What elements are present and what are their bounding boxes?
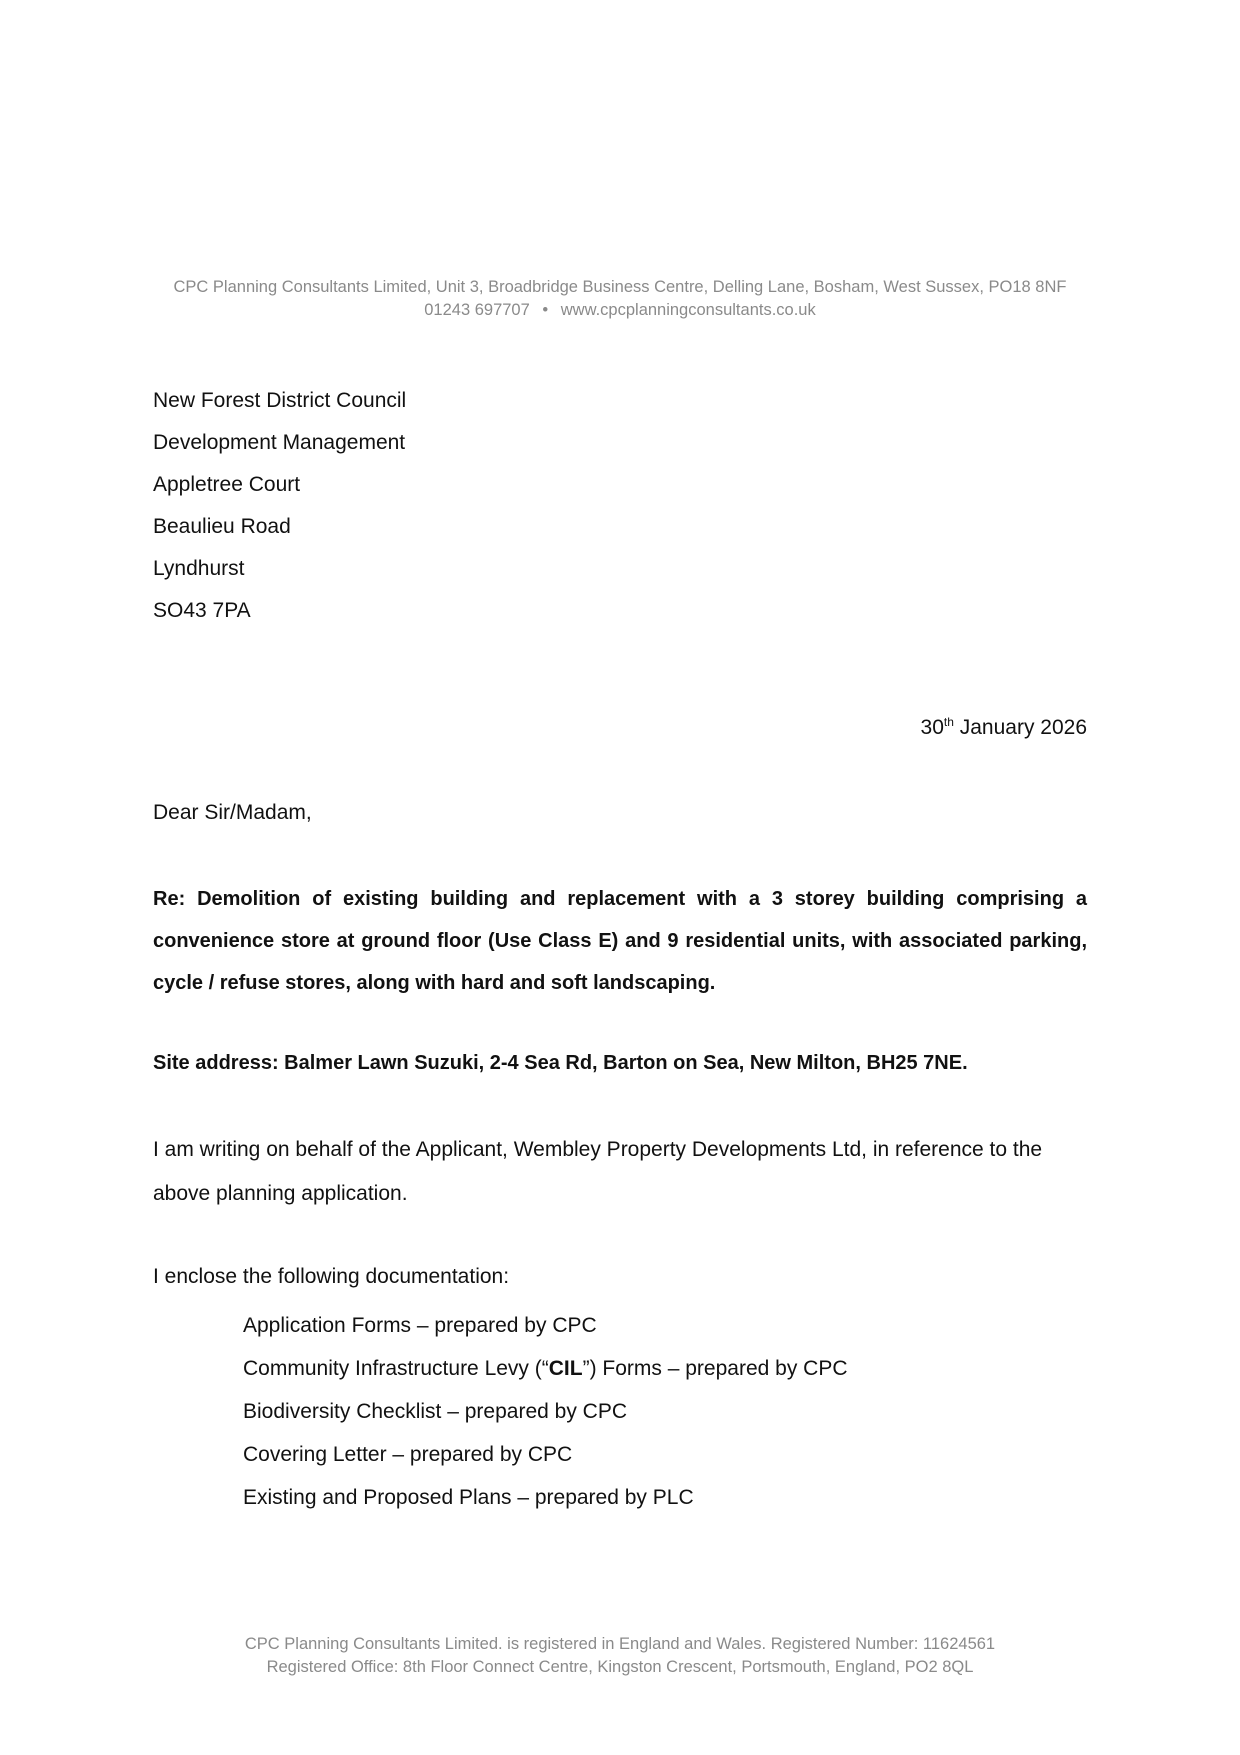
company-website: www.cpcplanningconsultants.co.uk	[560, 301, 816, 319]
company-address-line: CPC Planning Consultants Limited, Unit 3, Broadbridge Business Centre, Delling Lane, Bosham, West Sussex, PO18 8NF	[173, 278, 1067, 296]
recipient-line: Appletree Court	[153, 473, 301, 496]
letter-date	[921, 713, 1087, 743]
list-item: Existing and Proposed Plans – prepared by PLC	[243, 1486, 694, 1509]
list-item: Biodiversity Checklist – prepared by CPC	[243, 1400, 627, 1423]
recipient-address	[153, 380, 406, 632]
recipient-line: Beaulieu Road	[153, 515, 291, 538]
date-day: 30	[920, 716, 944, 739]
footer	[0, 1633, 1240, 1679]
registration-line: CPC Planning Consultants Limited. is registered in England and Wales. Registered Number: 11624561	[244, 1635, 996, 1653]
enclosure-intro: I enclose the following documentation:	[153, 1265, 510, 1288]
bullet-separator: •	[542, 301, 549, 319]
date-suffix: th	[943, 715, 954, 729]
list-item	[243, 1347, 848, 1390]
recipient-line: Lyndhurst	[153, 557, 245, 580]
contact-line	[0, 299, 1240, 322]
body-paragraph: I am writing on behalf of the Applicant, Wembley Property Developments Ltd, in reference to the above planning application.	[153, 1138, 1043, 1205]
recipient-line: Development Management	[153, 431, 406, 454]
date-month-year: January 2026	[959, 716, 1087, 739]
recipient-line: SO43 7PA	[153, 599, 251, 622]
cil-text-before: Community Infrastructure Levy (“	[243, 1357, 549, 1380]
cil-text-after: ”) Forms – prepared by CPC	[582, 1357, 848, 1380]
list-item: Covering Letter – prepared by CPC	[243, 1443, 573, 1466]
company-phone: 01243 697707	[424, 301, 530, 319]
recipient-line: New Forest District Council	[153, 389, 407, 412]
registered-office-line: Registered Office: 8th Floor Connect Centre, Kingston Crescent, Portsmouth, England, PO2 8QL	[266, 1658, 974, 1676]
subject-heading: Re: Demolition of existing building and replacement with a 3 storey building comprising a convenience store at ground floor (Use Class E) and 9 residential units, with associated parking, cycle / refuse stores, along with hard and soft landscaping.	[153, 888, 1087, 994]
site-address: Site address: Balmer Lawn Suzuki, 2-4 Sea Rd, Barton on Sea, New Milton, BH25 7NE.	[153, 1052, 968, 1074]
letterhead	[0, 276, 1240, 322]
list-item: Application Forms – prepared by CPC	[243, 1314, 597, 1337]
salutation: Dear Sir/Madam,	[153, 801, 312, 824]
cil-abbreviation: CIL	[548, 1357, 583, 1380]
enclosure-list	[243, 1304, 848, 1519]
